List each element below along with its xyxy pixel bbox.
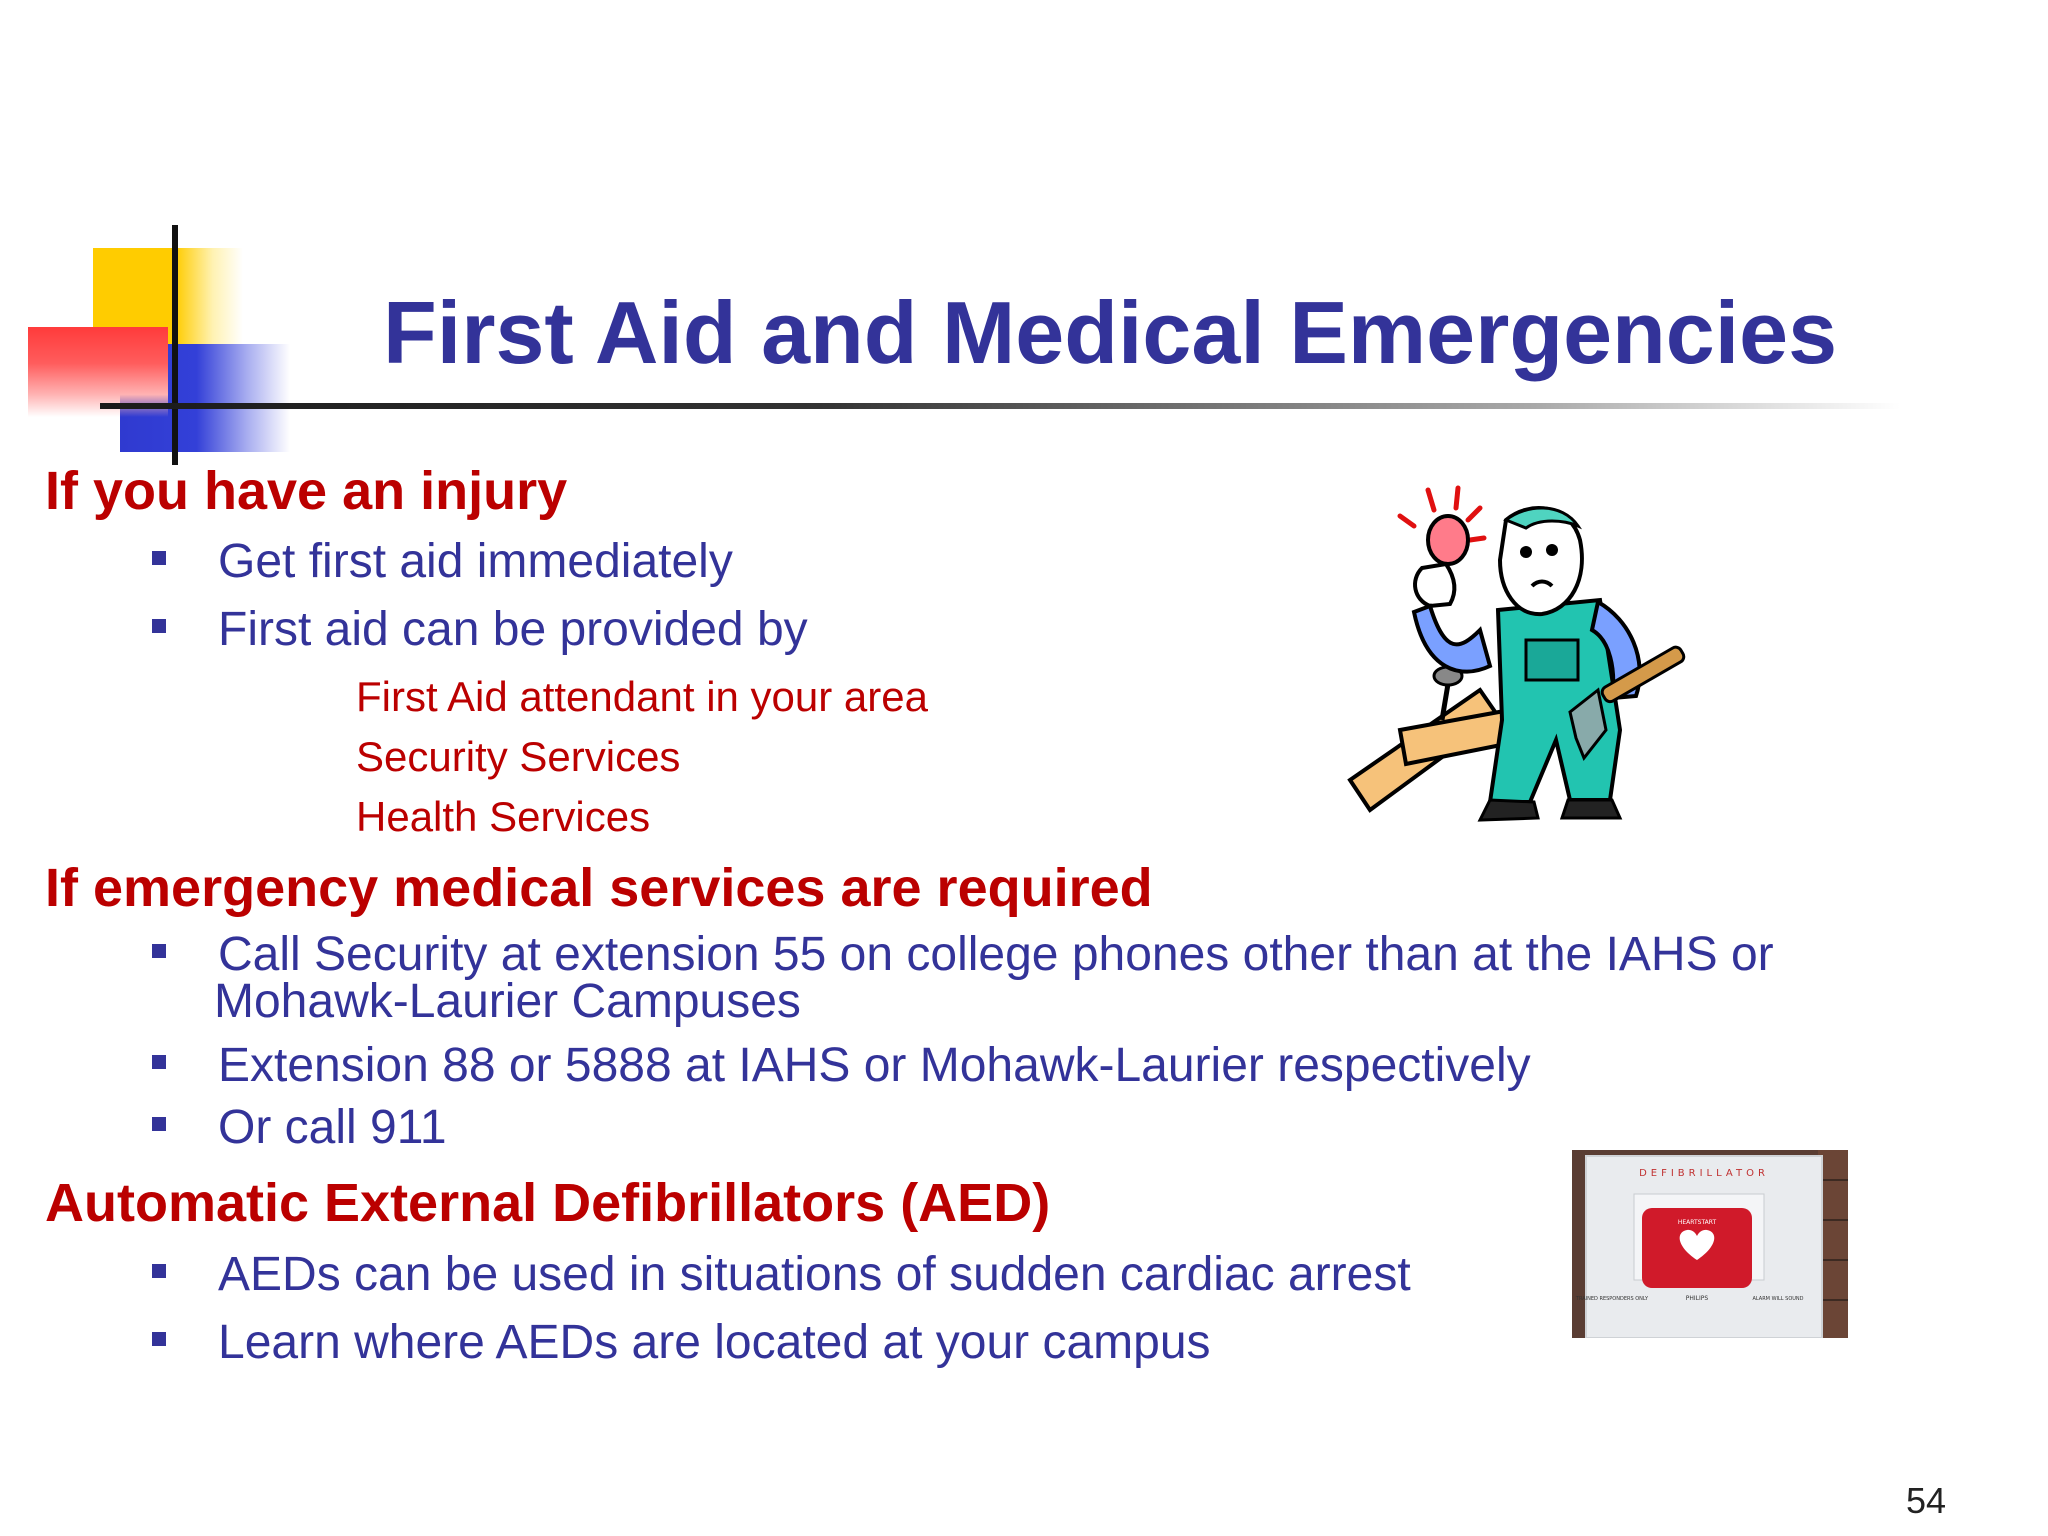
bullet-item: Or call 911 bbox=[148, 1104, 447, 1152]
square-bullet-icon bbox=[152, 619, 166, 633]
bullet-item: Call Security at extension 55 on college phones other than at the IAHS or bbox=[148, 931, 1774, 979]
aed-left-label: TRAINED RESPONDERS ONLY bbox=[1575, 1296, 1649, 1302]
bullet-item: First aid can be provided by bbox=[148, 606, 808, 654]
aed-bag-label: HEARTSTART bbox=[1677, 1219, 1717, 1226]
section-heading-aed: Automatic External Defibrillators (AED) bbox=[45, 1173, 1051, 1233]
sub-item: First Aid attendant in your area bbox=[356, 673, 928, 720]
aed-brand-label: PHILIPS bbox=[1685, 1295, 1709, 1302]
sub-item: Health Services bbox=[356, 793, 651, 840]
title-rule bbox=[100, 403, 1900, 409]
bullet-item: Learn where AEDs are located at your campus bbox=[148, 1319, 1211, 1367]
aed-cabinet-photo-icon bbox=[1572, 1150, 1848, 1338]
sub-item: Security Services bbox=[356, 733, 681, 780]
bullet-item-continuation: Mohawk-Laurier Campuses bbox=[214, 975, 801, 1028]
square-bullet-icon bbox=[152, 551, 166, 565]
aed-cabinet-label: DEFIBRILLATOR bbox=[1639, 1168, 1769, 1179]
square-bullet-icon bbox=[152, 1117, 166, 1131]
worker-hurt-finger-illustration-icon bbox=[1330, 480, 1730, 850]
section-heading-emergency: If emergency medical services are required bbox=[45, 858, 1153, 918]
bullet-item: Get first aid immediately bbox=[148, 538, 733, 586]
square-bullet-icon bbox=[152, 1332, 166, 1346]
aed-right-label: ALARM WILL SOUND bbox=[1752, 1296, 1804, 1302]
section-heading-injury: If you have an injury bbox=[45, 461, 568, 521]
square-bullet-icon bbox=[152, 1055, 166, 1069]
page-title: First Aid and Medical Emergencies bbox=[383, 283, 1838, 382]
slide-number: 54 bbox=[1906, 1480, 1947, 1521]
square-bullet-icon bbox=[152, 944, 166, 958]
bullet-item: AEDs can be used in situations of sudden cardiac arrest bbox=[148, 1251, 1411, 1299]
square-bullet-icon bbox=[152, 1264, 166, 1278]
bullet-item: Extension 88 or 5888 at IAHS or Mohawk-Laurier respectively bbox=[148, 1042, 1531, 1090]
decorative-vertical-line bbox=[172, 225, 178, 465]
